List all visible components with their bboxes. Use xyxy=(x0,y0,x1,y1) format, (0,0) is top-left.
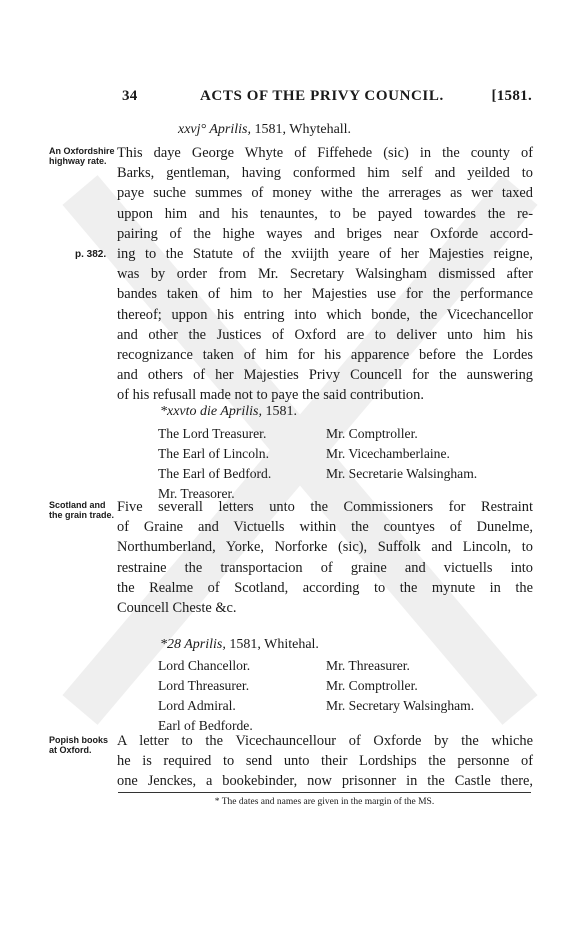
entry3-body xyxy=(117,731,533,792)
text-line: A letter to the Vicechauncellour of Oxforde by the whiche xyxy=(117,733,533,749)
entry3-date xyxy=(160,637,319,653)
attendee: Mr. Vicechamberlaine. xyxy=(326,446,450,461)
entry3-margin-note xyxy=(49,735,108,755)
entry3-date-rest: 1581, Whitehal. xyxy=(225,637,319,652)
page-reference: p. 382. xyxy=(75,249,107,260)
entry2-date xyxy=(160,404,297,420)
text-line: Northumberland, Yorke, Norforke (sic), Suffolk and Lincoln, to xyxy=(117,539,533,556)
margin-note-line: the grain trade. xyxy=(49,510,115,520)
entry1-body xyxy=(117,143,533,405)
running-title: ACTS OF THE PRIVY COUNCIL. xyxy=(200,88,444,104)
attendee: Lord Admiral. xyxy=(158,698,236,713)
text-line: ing to the Statute of the xviijth yeare of her Majesties reigne, xyxy=(117,245,533,262)
attendee: The Lord Treasurer. xyxy=(158,426,267,441)
page-number: 34 xyxy=(122,88,138,104)
attendee: Mr. Secretarie Walsingham. xyxy=(326,466,478,481)
attendee: Mr. Threasurer. xyxy=(326,658,410,673)
footnote-rule xyxy=(118,792,531,793)
margin-note-line: at Oxford. xyxy=(49,745,92,755)
text-line: pairing of the highe wayes and briges near Oxforde accord- xyxy=(117,225,533,242)
attendee: The Earl of Bedford. xyxy=(158,466,272,481)
margin-note-line: An Oxfordshire xyxy=(49,146,115,156)
entry1-date-rest: 1581, Whytehall. xyxy=(251,122,352,137)
attendees-left-column xyxy=(158,424,271,504)
attendees-right-column xyxy=(326,424,477,484)
running-year: [1581. xyxy=(491,88,532,104)
entry3-date-italic: *28 Aprilis, xyxy=(160,637,226,652)
text-line: thereof; uppon his entring into which bonde, the Vicechancellor xyxy=(117,306,533,323)
text-line: uppon him and his tenauntes, to be payed towardes the re- xyxy=(117,205,533,222)
margin-note-line: Scotland and xyxy=(49,500,106,510)
entry1-date xyxy=(178,122,351,138)
attendee: Mr. Comptroller. xyxy=(326,678,418,693)
text-line: recognizance taken of him for his apparence before the Lordes xyxy=(117,346,533,363)
margin-note-line: Popish books xyxy=(49,735,109,745)
text-line: one Jenckes, a bookebinder, now prisonner in the Castle there, xyxy=(117,773,533,790)
text-line: of his refusall made not to paye the said contribution. xyxy=(117,387,424,404)
text-line: Barks, gentleman, having conformed him self and yeilded to xyxy=(117,165,533,182)
attendee: Earl of Bedforde. xyxy=(158,718,253,733)
text-line: of Graine and Victuells within the countyes of Dunelme, xyxy=(117,519,533,536)
attendees-right-column xyxy=(326,656,474,716)
text-line: and others of her Majesties Privy Councell for the aunswering xyxy=(117,367,533,384)
attendee: Mr. Treasorer. xyxy=(158,486,235,501)
text-line: and other the Justices of Oxford are to deliver unto him his xyxy=(117,326,533,343)
attendees-left-column xyxy=(158,656,253,736)
entry2-date-rest: 1581. xyxy=(262,404,297,419)
text-line: was by order from Mr. Secretary Walsingham dismissed after xyxy=(117,266,533,283)
text-line: Five severall letters unto the Commissioners for Restraint xyxy=(117,499,533,515)
entry2-body xyxy=(117,497,533,618)
text-line: the Realme of Scotland, according to the mynute in the xyxy=(117,579,533,596)
text-line: paye suche summes of money withe the arrerages as wer taxed xyxy=(117,185,533,202)
entry2-date-italic: *xxvto die Aprilis, xyxy=(160,404,262,419)
attendee: Lord Threasurer. xyxy=(158,678,250,693)
attendee: The Earl of Lincoln. xyxy=(158,446,269,461)
text-line: restraine the transportacion of graine and victuells into xyxy=(117,559,533,576)
text-line: Councell Cheste &c. xyxy=(117,599,237,616)
entry2-margin-note xyxy=(49,500,114,520)
footnote: * The dates and names are given in the margin of the MS. xyxy=(214,797,435,807)
attendee: Mr. Comptroller. xyxy=(326,426,418,441)
text-line: This daye George Whyte of Fiffehede (sic) in the county of xyxy=(117,145,533,161)
margin-note-line: highway rate. xyxy=(49,156,107,166)
running-head xyxy=(122,88,532,108)
entry1-date-italic: xxvj° Aprilis, xyxy=(178,122,251,137)
attendee: Lord Chancellor. xyxy=(158,658,251,673)
text-line: he is required to send unto their Lordships the personne of xyxy=(117,753,533,770)
text-line: bandes taken of him to her Majesties use for the performance xyxy=(117,286,533,303)
entry1-margin-note xyxy=(49,146,115,166)
attendee: Mr. Secretary Walsingham. xyxy=(326,698,475,713)
